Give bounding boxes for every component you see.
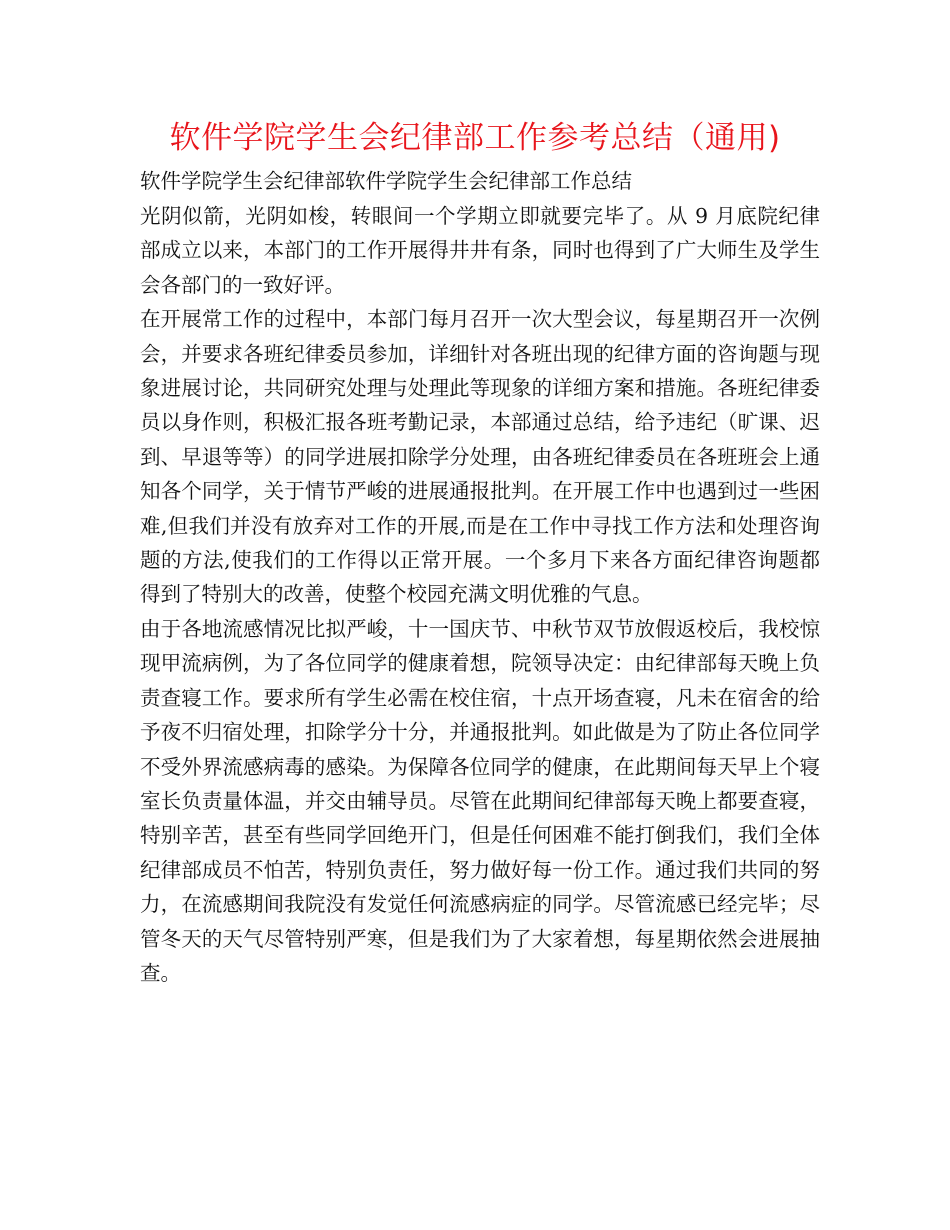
paragraph-1: 光阴似箭，光阴如梭，转眼间一个学期立即就要完毕了。从 9 月底院纪律部成立以来，本部门的工作开展得井井有条，同时也得到了广大师生及学生会各部门的一致好评。 (140, 204, 820, 297)
document-subtitle: 软件学院学生会纪律部软件学院学生会纪律部工作总结 (140, 169, 632, 193)
paragraph-3: 由于各地流感情况比拟严峻，十一国庆节、中秋节双节放假返校后，我校惊现甲流病例，为了各位同学的健康着想，院领导决定：由纪律部每天晚上负责查寝工作。要求所有学生必需在校住宿，十点开场查寝，凡未在宿舍的给予夜不归宿处理，扣除学分十分，并通报批判。如此做是为了防止各位同学不受外界流感病毒的感染。为保障各位同学的健康，在此期间每天早上个寝室长负责量体温，并交由辅导员。尽管在此期间纪律部每天晚上都要查寝，特别辛苦，甚至有些同学回绝开门，但是任何困难不能打倒我们，我们全体纪律部成员不怕苦，特别负责任，努力做好每一份工作。通过我们共同的努力，在流感期间我院没有发觉任何流感病症的同学。尽管流感已经完毕；尽管冬天的天气尽管特别严寒，但是我们为了大家着想，每星期依然会进展抽查。 (140, 616, 820, 985)
document-title: 软件学院学生会纪律部工作参考总结（通用) (169, 120, 781, 156)
paragraph-2: 在开展常工作的过程中，本部门每月召开一次大型会议，每星期召开一次例会，并要求各班纪律委员参加，详细针对各班出现的纪律方面的咨询题与现象进展讨论，共同研究处理与处理此等现象的详细方案和措施。各班纪律委员以身作则，积极汇报各班考勤记录，本部通过总结，给予违纪（旷课、迟到、早退等等）的同学进展扣除学分处理，由各班纪律委员在各班班会上通知各个同学，关于情节严峻的进展通报批判。在开展工作中也遇到过一些困难,但我们并没有放弃对工作的开展,而是在工作中寻找工作方法和处理咨询题的方法,使我们的工作得以正常开展。一个多月下来各方面纪律咨询题都得到了特别大的改善，使整个校园充满文明优雅的气息。 (140, 307, 820, 607)
document-body (140, 199, 820, 990)
